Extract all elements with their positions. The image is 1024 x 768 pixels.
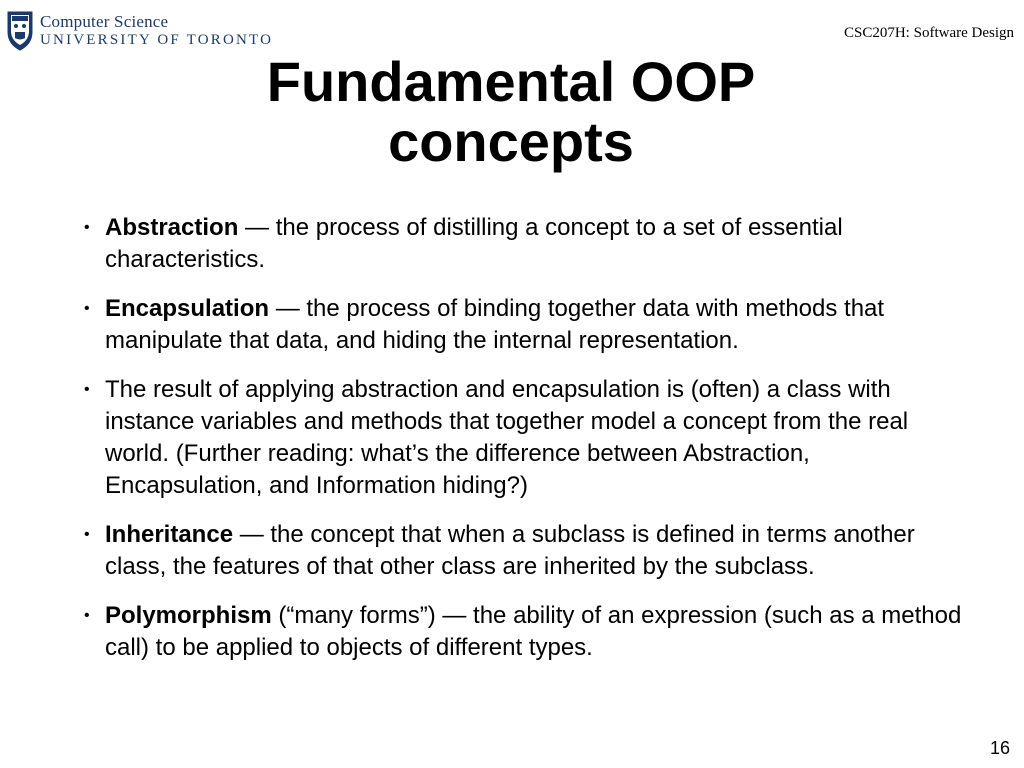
bullet-term: Encapsulation <box>105 295 270 322</box>
bullet-icon: • <box>84 526 90 543</box>
bullet-text: — the process of distilling a concept to a set of essential characteristics. <box>105 214 843 273</box>
slide-title <box>190 52 832 172</box>
bullet-inheritance <box>84 519 964 583</box>
bullet-text: (“many forms”) — the ability of an expression (such as a method call) to be applied to objects of different types. <box>105 602 962 661</box>
bullet-encapsulation <box>84 293 964 357</box>
page-number: 16 <box>989 738 1010 758</box>
title-line-2: concepts <box>388 110 634 173</box>
university-logo <box>6 8 274 52</box>
bullet-term: Abstraction <box>105 214 239 241</box>
bullet-icon: • <box>84 607 90 624</box>
crest-icon <box>6 8 34 52</box>
bullet-icon: • <box>84 300 90 317</box>
bullet-icon: • <box>84 219 90 236</box>
bullet-text: — the process of binding together data with methods that manipulate that data, and hiding the internal representation. <box>105 295 885 354</box>
bullet-polymorphism <box>84 600 964 664</box>
bullet-term: Polymorphism <box>105 602 272 629</box>
bullet-term: Inheritance <box>105 521 234 548</box>
bullet-abstraction <box>84 212 964 276</box>
bullet-text: The result of applying abstraction and encapsulation is (often) a class with instance variables and methods that together model a concept from the real world. (Further reading: what’s the difference between Abstraction, Encapsulation, and Information hiding?) <box>105 376 909 499</box>
bullet-text: — the concept that when a subclass is defined in terms another class, the features of that other class are inherited by the subclass. <box>105 521 915 580</box>
bullet-result <box>84 374 964 502</box>
bullet-list <box>84 212 964 681</box>
logo-department-text: Computer Science <box>40 12 169 31</box>
logo-university-text: UNIVERSITY OF TORONTO <box>40 32 274 48</box>
title-line-1: Fundamental OOP <box>266 50 756 113</box>
bullet-icon: • <box>84 381 90 398</box>
course-header: CSC207H: Software Design <box>844 25 1014 41</box>
